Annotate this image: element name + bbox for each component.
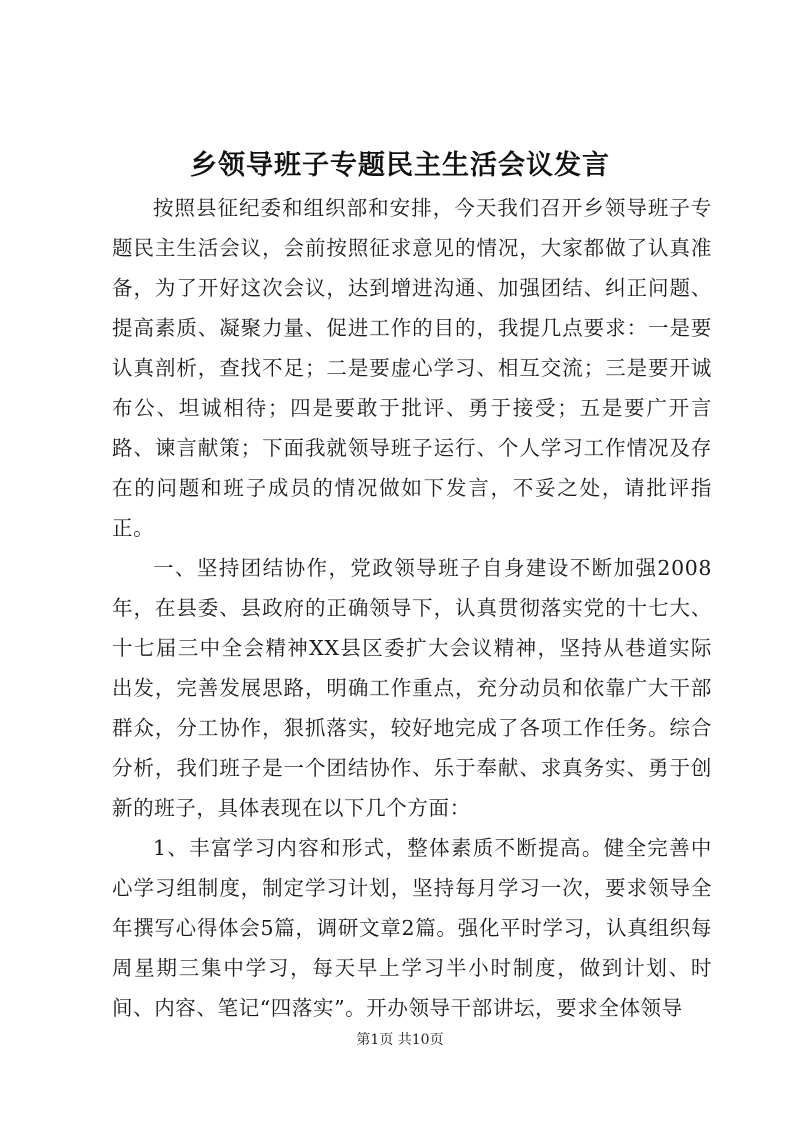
page-footer: 第1页 共10页 xyxy=(356,1032,444,1048)
paragraph-section-one: 一、坚持团结协作，党政领导班子自身建设不断加强2008年，在县委、县政府的正确领导下，认真贯彻落实党的十七大、十七届三中全会精神XX县区委扩大会议精神，坚持从巷道实际出发，完善发展思路，明确工作重点，充分动员和依靠广大干部群众，分工协作，狠抓落实，较好地完成了各项工作任务。综合分析，我们班子是一个团结协作、乐于奉献、求真务实、勇于创新的班子，具体表现在以下几个方面： xyxy=(112,556,712,820)
document-body xyxy=(112,188,712,1028)
paragraph-item-one: 1、丰富学习内容和形式，整体素质不断提高。健全完善中心学习组制度，制定学习计划，坚持每月学习一次，要求领导全年撰写心得体会5篇，调研文章2篇。强化平时学习，认真组织每周星期三集中学习，每天早上学习半小时制度，做到计划、时间、内容、笔记“四落实”。开办领导干部讲坛，要求全体领导 xyxy=(112,836,712,1020)
paragraph-intro: 按照县征纪委和组织部和安排，今天我们召开乡领导班子专题民主生活会议，会前按照征求意见的情况，大家都做了认真准备，为了开好这次会议，达到增进沟通、加强团结、纠正问题、提高素质、凝聚力量、促进工作的目的，我提几点要求：一是要认真剖析，查找不足；二是要虚心学习、相互交流；三是要开诚布公、坦诚相待；四是要敢于批评、勇于接受；五是要广开言路、谏言献策；下面我就领导班子运行、个人学习工作情况及存在的问题和班子成员的情况做如下发言，不妥之处，请批评指正。 xyxy=(112,196,712,540)
page-title: 乡领导班子专题民主生活会议发言 xyxy=(190,150,610,181)
